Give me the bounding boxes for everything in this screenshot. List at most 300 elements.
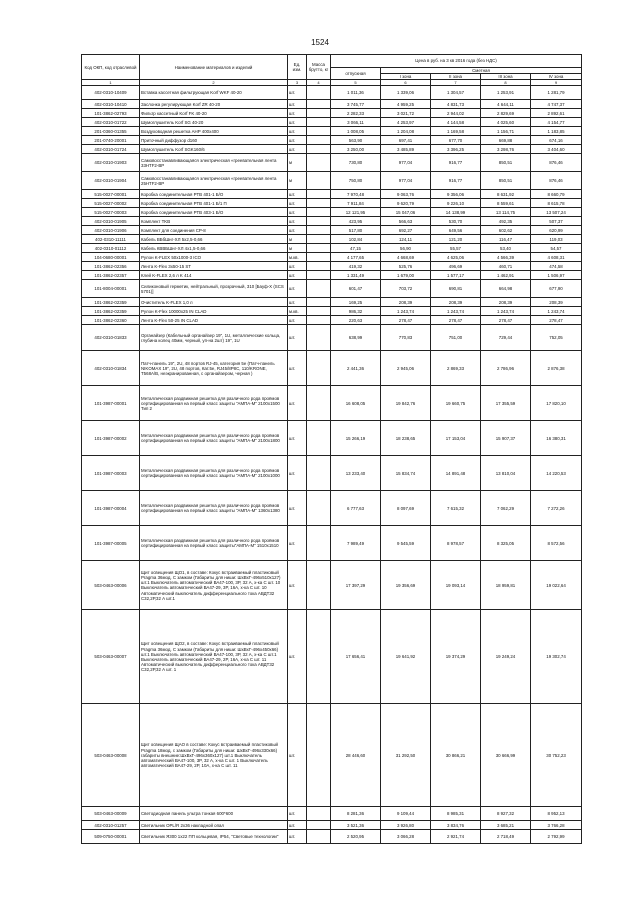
row-mass: [307, 316, 331, 325]
row-code: 402-0310-11111: [82, 235, 140, 244]
row-code: 503-0463-00007: [82, 610, 140, 704]
row-mass: [307, 208, 331, 217]
row-mass: [307, 386, 331, 421]
row-zone-4-price: 208,39: [531, 298, 582, 307]
row-zone-1-price: 2 945,06: [381, 351, 431, 386]
row-zone-2-price: 14 138,99: [431, 208, 481, 217]
row-release-price: 4 177,65: [331, 253, 381, 262]
row-zone-1-price: 15 047,06: [381, 208, 431, 217]
row-zone-1-price: 15 834,74: [381, 456, 431, 491]
row-name: Рулон K-FLEX 50x1000-3 ICO: [140, 253, 288, 262]
table-row: [82, 235, 582, 244]
row-release-price: 102,84: [331, 235, 381, 244]
row-release-price: 3 250,00: [331, 145, 381, 154]
table-body: [82, 86, 582, 844]
row-unit: шт.: [288, 298, 307, 307]
row-zone-4-price: 8 572,56: [531, 526, 582, 561]
row-zone-4-price: 2 876,38: [531, 351, 582, 386]
row-zone-4-price: 677,90: [531, 280, 582, 298]
row-mass: [307, 421, 331, 456]
row-code: 101-3862-02359: [82, 298, 140, 307]
row-name: Металлическая раздвижная решетка для различного рода проёмов сертифицированная на первый класс защиты "АМПА-М" 1360х1380: [140, 491, 288, 526]
table-row: [82, 244, 582, 253]
row-name: Кабель ВБбШнг-ХЛ 5х2,5-0,66: [140, 235, 288, 244]
row-code: 101-3987-00002: [82, 421, 140, 456]
row-zone-4-price: 876,46: [531, 172, 582, 190]
table-row: [82, 100, 582, 109]
row-name: Металлическая раздвижная решетка для различного рода проёмов сертифицированная на первый класс защиты "АМПА-М" 2100х1800: [140, 421, 288, 456]
row-code: 101-3862-02360: [82, 316, 140, 325]
row-zone-1-price: 124,11: [381, 235, 431, 244]
row-code: 503-0463-00009: [82, 807, 140, 821]
row-zone-3-price: 8 927,32: [481, 807, 531, 821]
row-zone-3-price: 1 243,74: [481, 307, 531, 316]
row-unit: шт.: [288, 316, 307, 325]
table-row: [82, 307, 582, 316]
row-zone-3-price: 2 829,69: [481, 109, 531, 118]
row-name: Воздуховодная решетка AHP 400x400: [140, 127, 288, 136]
row-zone-1-price: 3 021,72: [381, 109, 431, 118]
row-zone-2-price: 3 396,25: [431, 145, 481, 154]
table-row: [82, 316, 582, 325]
row-name: Светильник Я300 1х22 ПП кольцевая, IP54, "Световые технологии": [140, 830, 288, 844]
table-row: [82, 491, 582, 526]
row-name: Патч-панель 19", 2U, 48 портов RJ-45, категория 5е (Патч-панель NIKOMAX 19", 2U, 48 портов, Кат.5е, RJ45/8P8C, 110/KRONE, T568A/B, неэкранированная, с органайзером, черная ): [140, 351, 288, 386]
row-code: 101-3862-02357: [82, 271, 140, 280]
row-release-price: 2 441,36: [331, 351, 381, 386]
row-mass: [307, 298, 331, 307]
row-zone-2-price: 19 374,29: [431, 610, 481, 704]
table-row: [82, 351, 582, 386]
row-zone-4-price: 30 752,23: [531, 704, 582, 807]
row-mass: [307, 280, 331, 298]
header-name: Наименование материалов и изделий: [140, 55, 288, 80]
header-release: отпускная: [331, 68, 381, 80]
row-unit: шт.: [288, 145, 307, 154]
row-zone-4-price: 1 506,97: [531, 271, 582, 280]
row-mass: [307, 325, 331, 351]
row-zone-1-price: 977,04: [381, 172, 431, 190]
row-zone-1-price: 9 063,76: [381, 190, 431, 199]
table-row: [82, 456, 582, 491]
row-code: 402-0310-01834: [82, 351, 140, 386]
row-zone-1-price: 703,72: [381, 280, 431, 298]
row-mass: [307, 307, 331, 316]
row-name: Кабель КВВБШнг-ХЛ 4х1,5-0,66: [140, 244, 288, 253]
row-release-price: 601,47: [331, 280, 381, 298]
row-unit: шт.: [288, 118, 307, 127]
table-row: [82, 208, 582, 217]
row-zone-3-price: 4 566,39: [481, 253, 531, 262]
row-zone-2-price: 4 831,73: [431, 100, 481, 109]
row-code: 509-0750-00001: [82, 830, 140, 844]
row-unit: м.кв.: [288, 307, 307, 316]
row-code: 402-0310-01112: [82, 244, 140, 253]
row-unit: м: [288, 235, 307, 244]
row-zone-2-price: 2 921,74: [431, 830, 481, 844]
row-zone-1-price: 8 097,69: [381, 491, 431, 526]
header-zone-3: III зона: [481, 74, 531, 80]
row-zone-3-price: 492,35: [481, 217, 531, 226]
row-zone-3-price: 17 355,59: [481, 386, 531, 421]
row-release-price: 7 989,49: [331, 526, 381, 561]
row-zone-2-price: 278,47: [431, 316, 481, 325]
row-unit: м: [288, 244, 307, 253]
row-unit: шт.: [288, 280, 307, 298]
header-price-group: Цена в руб. на 3 кв 2016 года (без НДС): [331, 55, 582, 68]
row-release-price: 563,90: [331, 136, 381, 145]
col-number: 1: [82, 80, 140, 86]
row-code: 101-3862-02793: [82, 109, 140, 118]
row-zone-3-price: 669,88: [481, 136, 531, 145]
row-zone-2-price: 1 304,57: [431, 86, 481, 100]
row-release-price: 220,63: [331, 316, 381, 325]
row-code: 101-3987-00004: [82, 491, 140, 526]
row-zone-3-price: 2 718,49: [481, 830, 531, 844]
table-row: [82, 226, 582, 235]
row-mass: [307, 100, 331, 109]
row-unit: шт.: [288, 821, 307, 830]
row-release-price: 517,80: [331, 226, 381, 235]
table-row: [82, 109, 582, 118]
row-zone-3-price: 278,47: [481, 316, 531, 325]
row-release-price: 419,32: [331, 262, 381, 271]
row-code: 101-3862-02359: [82, 307, 140, 316]
table-row: [82, 127, 582, 136]
row-zone-2-price: 7 615,32: [431, 491, 481, 526]
row-zone-2-price: 530,70: [431, 217, 481, 226]
row-release-price: 2 520,95: [331, 830, 381, 844]
row-release-price: 28 446,60: [331, 704, 381, 807]
row-zone-1-price: 278,47: [381, 316, 431, 325]
row-release-price: 730,80: [331, 154, 381, 172]
row-release-price: 17 397,29: [331, 561, 381, 610]
row-zone-3-price: 1 462,91: [481, 271, 531, 280]
row-zone-2-price: 916,77: [431, 172, 481, 190]
row-zone-2-price: 4 144,58: [431, 118, 481, 127]
row-zone-1-price: 525,76: [381, 262, 431, 271]
row-unit: шт.: [288, 807, 307, 821]
row-name: Заслонка регулирующая Korf ZR 40-20: [140, 100, 288, 109]
row-zone-2-price: 9 356,06: [431, 190, 481, 199]
row-zone-4-price: 278,47: [531, 316, 582, 325]
row-mass: [307, 190, 331, 199]
row-unit: шт.: [288, 86, 307, 100]
row-zone-3-price: 2 786,96: [481, 351, 531, 386]
row-zone-1-price: 19 842,76: [381, 386, 431, 421]
row-zone-2-price: 121,20: [431, 235, 481, 244]
row-unit: м: [288, 172, 307, 190]
row-zone-3-price: 8 559,61: [481, 199, 531, 208]
row-mass: [307, 86, 331, 100]
row-zone-2-price: 9 226,10: [431, 199, 481, 208]
row-zone-3-price: 7 062,29: [481, 491, 531, 526]
row-unit: шт.: [288, 127, 307, 136]
row-zone-2-price: 30 866,21: [431, 704, 481, 807]
row-zone-2-price: 2 944,02: [431, 109, 481, 118]
row-unit: шт.: [288, 610, 307, 704]
row-release-price: 986,32: [331, 307, 381, 316]
table-row: [82, 280, 582, 298]
row-release-price: 750,80: [331, 172, 381, 190]
table-row: [82, 421, 582, 456]
row-unit: шт.: [288, 704, 307, 807]
table-row: [82, 145, 582, 154]
row-zone-3-price: 729,44: [481, 325, 531, 351]
row-mass: [307, 253, 331, 262]
row-zone-2-price: 4 625,06: [431, 253, 481, 262]
row-unit: шт.: [288, 109, 307, 118]
table-row: [82, 821, 582, 830]
row-zone-3-price: 1 253,91: [481, 86, 531, 100]
row-zone-1-price: 4 668,69: [381, 253, 431, 262]
row-mass: [307, 262, 331, 271]
row-mass: [307, 561, 331, 610]
row-name: Лента K-Flex 3х50-15 ST: [140, 262, 288, 271]
row-name: Органайзер (Кабельный органайзер 19", 1U, металлические кольца, глубина колец 40мм, черный, уп-на 2шт) 19", 1U: [140, 325, 288, 351]
row-zone-1-price: 56,90: [381, 244, 431, 253]
table-row: [82, 830, 582, 844]
row-name: Силиконовый герметик, нейтральный, прозрачный, 310 [Бауф-Х (SCS 5701)]: [140, 280, 288, 298]
row-zone-3-price: 1 156,71: [481, 127, 531, 136]
row-unit: шт.: [288, 136, 307, 145]
row-zone-1-price: 9 545,59: [381, 526, 431, 561]
row-mass: [307, 351, 331, 386]
row-zone-2-price: 649,56: [431, 226, 481, 235]
row-zone-1-price: 3 926,80: [381, 821, 431, 830]
col-number: 8: [481, 80, 531, 86]
row-code: 503-0463-00006: [82, 561, 140, 610]
row-code: 402-0310-01905: [82, 217, 140, 226]
row-zone-1-price: 4 253,97: [381, 118, 431, 127]
row-name: Шумоглушитель Korf SG 40-20: [140, 118, 288, 127]
row-code: 402-0310-10410: [82, 100, 140, 109]
row-release-price: 17 656,41: [331, 610, 381, 704]
row-name: Щит освещения ЩО2, в составе: Кокус встраиваемый пластиковый Pragma 36мод. С замком (Габариты для ниши: ШхВхГ-496х450х66) шт.1 Выключатель автоматический ВА47-100, 3P, 32 А, х-ка С шт.1 Выключатель автоматический ВА47-29, 2P, 16А, х-ка С шт. 11 Автоматический выключатель дифференциального тока АВДТ32 С32,2Р,32 А шт. 1: [140, 610, 288, 704]
table-row: [82, 172, 582, 190]
row-name: Коробка соединительная PTB 403-1 Б/О: [140, 208, 288, 217]
price-table: [81, 54, 582, 844]
table-row: [82, 704, 582, 807]
row-zone-1-price: 770,83: [381, 325, 431, 351]
row-unit: шт.: [288, 226, 307, 235]
row-name: Комплект TKB: [140, 217, 288, 226]
row-zone-3-price: 8 631,92: [481, 190, 531, 199]
row-unit: шт.: [288, 351, 307, 386]
row-zone-1-price: 566,63: [381, 217, 431, 226]
row-unit: шт.: [288, 386, 307, 421]
row-unit: шт.: [288, 325, 307, 351]
table-row: [82, 262, 582, 271]
row-zone-1-price: 31 292,50: [381, 704, 431, 807]
row-zone-4-price: 674,16: [531, 136, 582, 145]
table-row: [82, 561, 582, 610]
row-zone-2-price: 8 978,57: [431, 526, 481, 561]
row-release-price: 16 608,05: [331, 386, 381, 421]
table-row: [82, 807, 582, 821]
row-zone-1-price: 9 109,44: [381, 807, 431, 821]
row-zone-4-price: 2 892,61: [531, 109, 582, 118]
row-release-price: 3 745,77: [331, 100, 381, 109]
row-zone-4-price: 19 022,64: [531, 561, 582, 610]
row-zone-3-price: 13 114,75: [481, 208, 531, 217]
row-code: 402-0310-01903: [82, 154, 140, 172]
row-name: Комплект для соединения CP-8: [140, 226, 288, 235]
row-zone-4-price: 17 820,10: [531, 386, 582, 421]
row-code: 515-0027-00002: [82, 199, 140, 208]
col-number: 7: [431, 80, 481, 86]
row-code: 402-0310-10409: [82, 86, 140, 100]
header-code: Код ОКП, код отраслевой: [82, 55, 140, 80]
row-zone-3-price: 4 025,60: [481, 118, 531, 127]
row-code: 101-3862-02356: [82, 262, 140, 271]
col-number: 5: [331, 80, 381, 86]
row-zone-3-price: 4 644,11: [481, 100, 531, 109]
row-unit: шт.: [288, 199, 307, 208]
table-row: [82, 136, 582, 145]
table-row: [82, 154, 582, 172]
row-name: Металлическая раздвижная решетка для различного рода проёмов сертифицированная на первый класс защиты"АМПА-М" 1510х1510: [140, 526, 288, 561]
row-code: 402-0310-01833: [82, 325, 140, 351]
row-release-price: 1 331,49: [331, 271, 381, 280]
row-zone-1-price: 1 204,08: [381, 127, 431, 136]
row-release-price: 12 121,95: [331, 208, 381, 217]
row-zone-2-price: 1 243,74: [431, 307, 481, 316]
row-zone-3-price: 208,39: [481, 298, 531, 307]
table-row: [82, 325, 582, 351]
row-zone-3-price: 116,47: [481, 235, 531, 244]
row-zone-4-price: 1 183,85: [531, 127, 582, 136]
row-release-price: 3 066,11: [331, 118, 381, 127]
row-name: Самовосстанавливающаяся электрическая «греевательная лента 25HTF2-BP: [140, 172, 288, 190]
row-code: 101-8004-00001: [82, 280, 140, 298]
row-name: Рулон K-Flex 10000x25 IN CLAD: [140, 307, 288, 316]
table-row: [82, 86, 582, 100]
row-zone-2-price: 1 169,58: [431, 127, 481, 136]
row-zone-4-price: 1 281,79: [531, 86, 582, 100]
row-unit: шт.: [288, 100, 307, 109]
row-zone-3-price: 3 298,76: [481, 145, 531, 154]
col-number: 9: [531, 80, 582, 86]
header-zone-4: IV зона: [531, 74, 582, 80]
row-zone-2-price: 690,81: [431, 280, 481, 298]
row-zone-1-price: 9 620,79: [381, 199, 431, 208]
row-mass: [307, 109, 331, 118]
header-estimated: Сметная: [381, 68, 582, 74]
row-mass: [307, 118, 331, 127]
row-release-price: 7 970,48: [331, 190, 381, 199]
row-release-price: 6 777,63: [331, 491, 381, 526]
row-mass: [307, 807, 331, 821]
row-code: 402-0310-01257: [82, 821, 140, 830]
row-mass: [307, 199, 331, 208]
row-zone-2-price: 55,57: [431, 244, 481, 253]
row-release-price: 1 008,05: [331, 127, 381, 136]
row-unit: шт.: [288, 190, 307, 199]
row-mass: [307, 526, 331, 561]
row-zone-3-price: 850,51: [481, 172, 531, 190]
row-zone-4-price: 620,99: [531, 226, 582, 235]
table-row: [82, 386, 582, 421]
col-number: 2: [140, 80, 288, 86]
row-zone-4-price: 3 404,60: [531, 145, 582, 154]
row-unit: шт.: [288, 271, 307, 280]
row-zone-2-price: 2 869,33: [431, 351, 481, 386]
row-zone-4-price: 4 608,31: [531, 253, 582, 262]
row-zone-3-price: 53,40: [481, 244, 531, 253]
row-release-price: 1 011,36: [331, 86, 381, 100]
row-release-price: 2 282,33: [331, 109, 381, 118]
row-zone-1-price: 3 066,28: [381, 830, 431, 844]
row-zone-2-price: 208,39: [431, 298, 481, 307]
row-zone-4-price: 4 747,37: [531, 100, 582, 109]
header-mass: Масса брутто, кг: [307, 55, 331, 80]
row-zone-2-price: 677,70: [431, 136, 481, 145]
row-mass: [307, 821, 331, 830]
row-zone-1-price: 4 959,25: [381, 100, 431, 109]
row-name: Вставка кассетная фильтрующая Korf WKF 40-20: [140, 86, 288, 100]
row-name: Щит освещения ЩО1, в составе: Кокус встраиваемый пластиковый Pragma 36мод. С замком (Габариты для ниши: ШхВхГ-496х510х127) шт.1 Выключатель автоматический ВА47-100, 3P, 32 А, х-ка С шт. 10 Выключатель автоматический ВА47-29, 3P, 16А, х-ка С шт. 10 Автоматический выключатель дифференциального тока АВДТ32 С32,2Р,32 А шт.1: [140, 561, 288, 610]
row-zone-1-price: 697,41: [381, 136, 431, 145]
row-zone-2-price: 19 093,14: [431, 561, 481, 610]
row-release-price: 15 266,19: [331, 421, 381, 456]
row-mass: [307, 136, 331, 145]
row-unit: шт.: [288, 217, 307, 226]
row-zone-4-price: 3 766,28: [531, 821, 582, 830]
row-name: Приточный диффузор d160: [140, 136, 288, 145]
row-release-price: 8 281,36: [331, 807, 381, 821]
row-unit: шт.: [288, 208, 307, 217]
row-zone-1-price: 1 679,00: [381, 271, 431, 280]
row-name: Лента K-Flex 50-25 IN CLAD: [140, 316, 288, 325]
row-name: Шумоглушитель Korf SGK160/6: [140, 145, 288, 154]
row-zone-1-price: 1 339,06: [381, 86, 431, 100]
header-zone-1: I зона: [381, 74, 431, 80]
row-code: 104-0680-00001: [82, 253, 140, 262]
row-release-price: 3 521,36: [331, 821, 381, 830]
row-zone-2-price: 17 153,04: [431, 421, 481, 456]
table-row: [82, 217, 582, 226]
row-code: 515-0027-00001: [82, 190, 140, 199]
row-unit: шт.: [288, 491, 307, 526]
row-name: Очиститель K-FLEX 1,0 л: [140, 298, 288, 307]
row-zone-4-price: 8 952,13: [531, 807, 582, 821]
row-mass: [307, 217, 331, 226]
row-zone-2-price: 751,00: [431, 325, 481, 351]
row-zone-4-price: 507,37: [531, 217, 582, 226]
row-code: 101-3987-00005: [82, 526, 140, 561]
row-release-price: 423,95: [331, 217, 381, 226]
row-code: 402-0310-01722: [82, 118, 140, 127]
row-mass: [307, 610, 331, 704]
row-zone-2-price: 3 834,76: [431, 821, 481, 830]
row-unit: шт.: [288, 526, 307, 561]
row-zone-1-price: 3 485,89: [381, 145, 431, 154]
table-row: [82, 298, 582, 307]
row-zone-3-price: 850,51: [481, 154, 531, 172]
row-mass: [307, 145, 331, 154]
table-row: [82, 526, 582, 561]
row-zone-3-price: 664,98: [481, 280, 531, 298]
page-number: 1524: [311, 38, 329, 47]
table-row: [82, 190, 582, 199]
row-name: Фильтр кассетный Korf FK 40-20: [140, 109, 288, 118]
row-zone-3-price: 602,62: [481, 226, 531, 235]
row-zone-3-price: 19 249,24: [481, 610, 531, 704]
table-row: [82, 118, 582, 127]
table-row: [82, 271, 582, 280]
row-mass: [307, 226, 331, 235]
